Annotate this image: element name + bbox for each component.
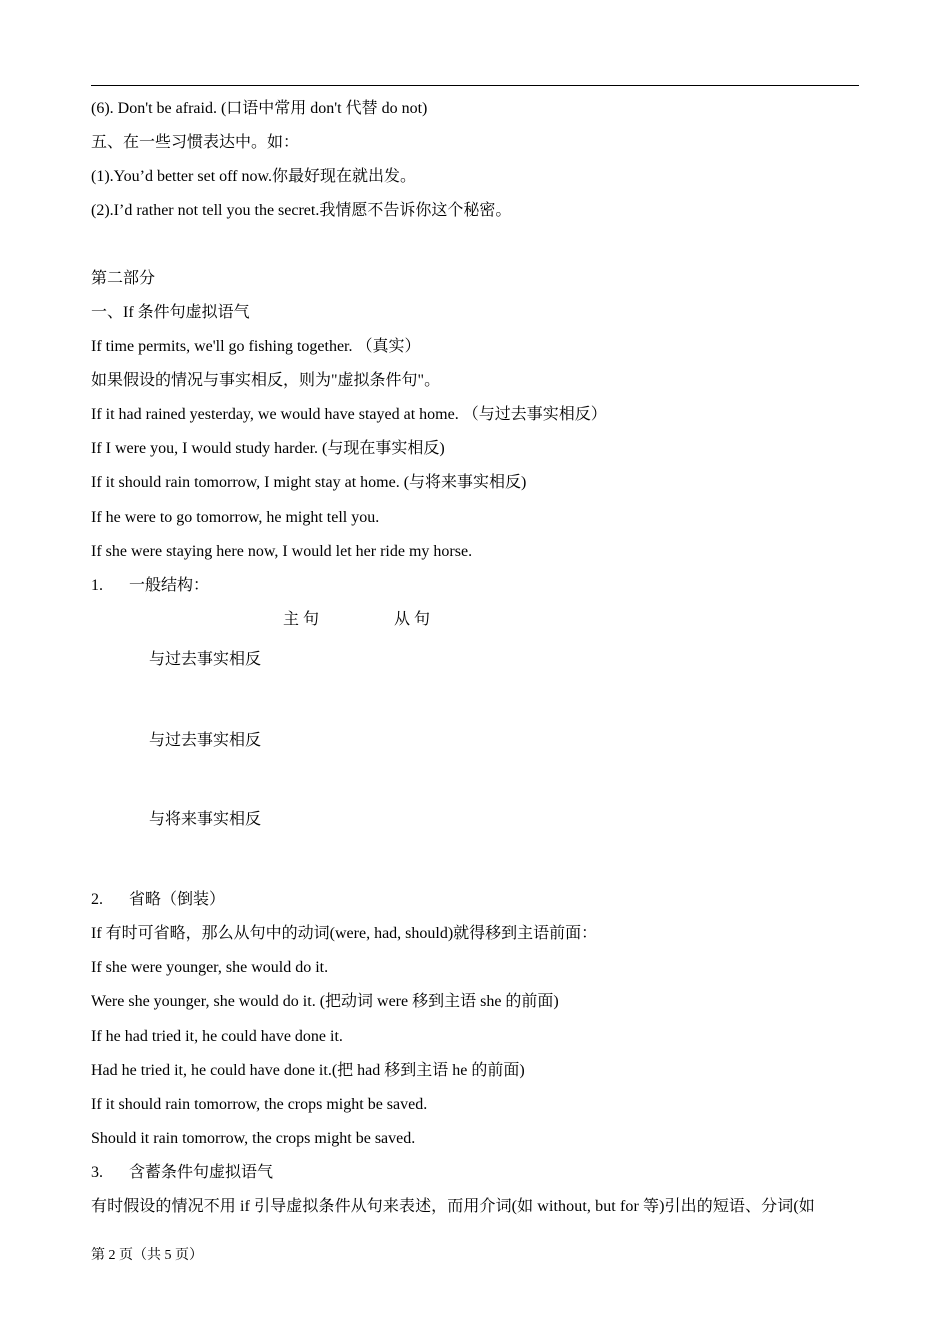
section-heading: 一、If 条件句虚拟语气 (91, 304, 250, 321)
text-line: 如果假设的情况与事实相反，则为"虚拟条件句"。 (91, 372, 441, 389)
subsection-heading (91, 576, 209, 596)
structure-row-label: 与过去事实相反 (149, 732, 262, 749)
text-line: (6). Don't be afraid. (口语中常用 don't 代替 do not) (91, 100, 428, 117)
text-line: If she were staying here now, I would let her ride my horse. (91, 543, 473, 560)
text-line: (1).You’d better set off now.你最好现在就出发。 (91, 168, 417, 185)
subsection-title: 含蓄条件句虚拟语气 (129, 1164, 274, 1181)
text-line: If it should rain tomorrow, I might stay at home. (与将来事实相反) (91, 474, 527, 491)
subsection-heading (91, 890, 225, 910)
part-heading: 第二部分 (91, 270, 156, 287)
page-footer: 第 2 页（共 5 页） (91, 1248, 203, 1263)
text-line: 五、在一些习惯表达中。如： (91, 134, 300, 151)
column-header-sub: 从句 (394, 611, 435, 628)
list-number: 1. (91, 577, 103, 594)
text-line: If it should rain tomorrow, the crops might be saved. (91, 1096, 428, 1113)
structure-row-label: 与过去事实相反 (149, 651, 262, 668)
text-line: Had he tried it, he could have done it.(把 had 移到主语 he 的前面) (91, 1062, 525, 1079)
list-number: 2. (91, 891, 103, 908)
text-line: If 有时可省略，那么从句中的动词(were, had, should)就得移到主语前面： (91, 925, 598, 942)
list-number: 3. (91, 1164, 103, 1181)
text-line: If I were you, I would study harder. (与现在事实相反) (91, 440, 445, 457)
subsection-title: 一般结构： (129, 577, 210, 594)
text-line: (2).I’d rather not tell you the secret.我情愿不告诉你这个秘密。 (91, 202, 512, 219)
header-rule (91, 85, 859, 86)
column-header-main: 主句 (283, 611, 324, 628)
text-line: Should it rain tomorrow, the crops might be saved. (91, 1130, 416, 1147)
subsection-title: 省略（倒装） (129, 891, 226, 908)
text-line: If it had rained yesterday, we would have stayed at home. （与过去事实相反） (91, 406, 607, 423)
text-line: 有时假设的情况不用 if 引导虚拟条件从句来表述，而用介词(如 without, but for 等)引出的短语、分词(如 (91, 1198, 815, 1215)
text-line: If she were younger, she would do it. (91, 959, 329, 976)
text-line: If he were to go tomorrow, he might tell you. (91, 509, 380, 526)
text-line: Were she younger, she would do it. (把动词 were 移到主语 she 的前面) (91, 993, 559, 1010)
text-line: If he had tried it, he could have done it. (91, 1028, 343, 1045)
subsection-heading (91, 1163, 273, 1183)
structure-row-label: 与将来事实相反 (149, 811, 262, 828)
text-line: If time permits, we'll go fishing together. （真实） (91, 338, 421, 355)
